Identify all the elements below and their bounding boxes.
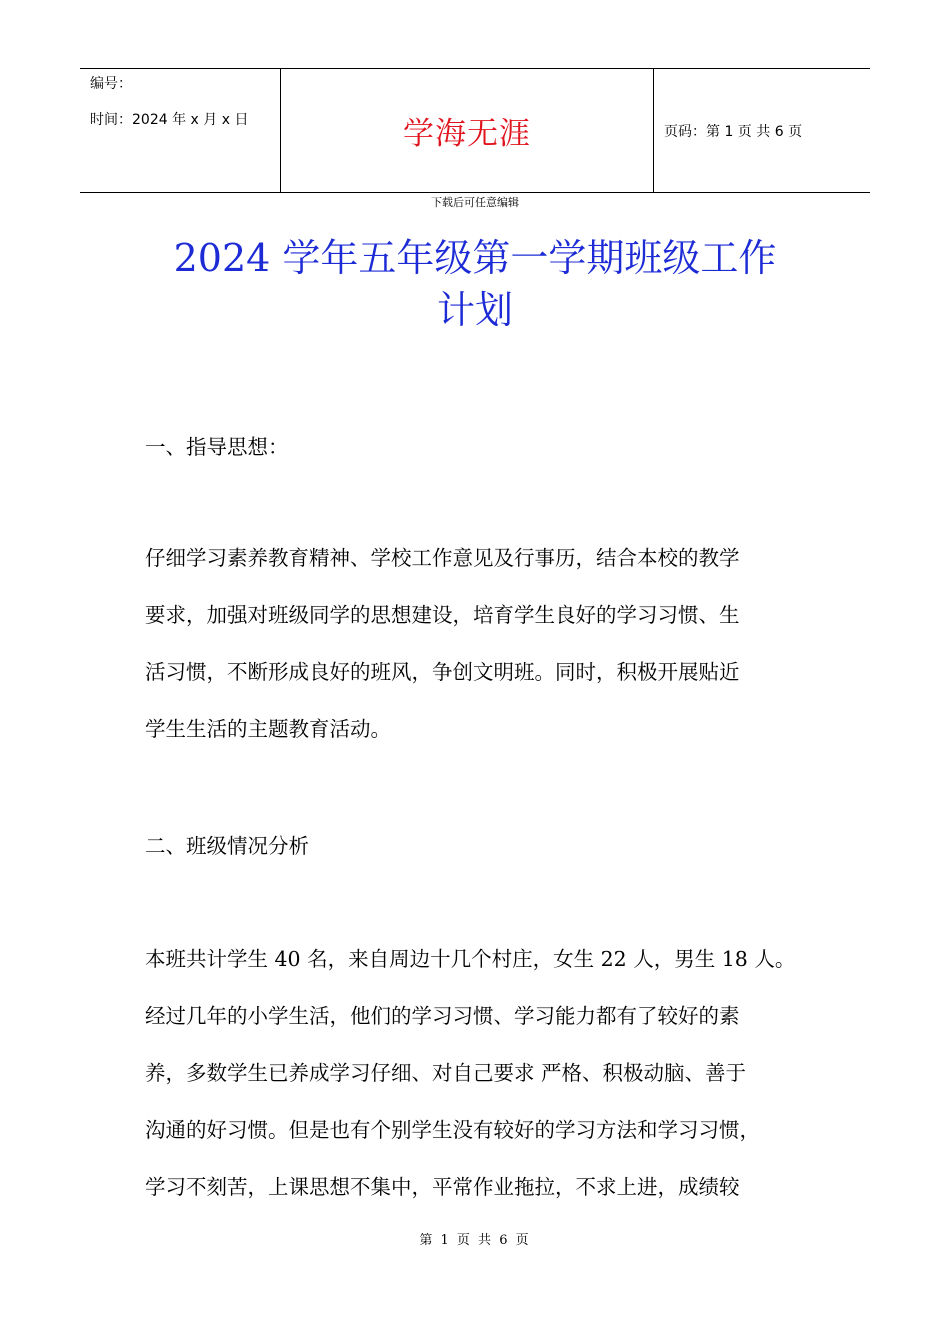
page-footer: 第 1 页 共 6 页 [419,1233,531,1248]
paragraph-line: 学生生活的主题教育活动。 [145,717,391,741]
paragraph-line: 沟通的好习惯。但是也有个别学生没有较好的学习方法和学习习惯， [145,1118,760,1142]
number-label: 编号： [90,76,132,92]
download-note: 下载后可任意编辑 [431,196,519,209]
title-line-2: 计划 [436,288,513,332]
document-header-table [80,68,870,193]
brand-title: 学海无涯 [403,116,531,152]
time-label: 时间：2024 年 x 月 x 日 [90,112,249,128]
paragraph-line: 仔细学习素养教育精神、学校工作意见及行事历，结合本校的教学 [145,546,740,570]
section-heading-guiding: 一、指导思想： [145,435,289,459]
paragraph-analysis [145,944,825,1229]
paragraph-line: 经过几年的小学生活，他们的学习习惯、学习能力都有了较好的素 [145,1004,740,1028]
header-info-cell [80,69,281,192]
paragraph-line: 要求，加强对班级同学的思想建设，培育学生良好的学习习惯、生 [145,603,740,627]
header-page-cell [654,69,870,192]
page-label: 页码：第 1 页 共 6 页 [664,123,803,140]
section-heading-analysis: 二、班级情况分析 [145,834,309,858]
header-brand-cell [281,69,654,192]
paragraph-line: 活习惯，不断形成良好的班风，争创文明班。同时，积极开展贴近 [145,660,740,684]
paragraph-line: 学习不刻苦，上课思想不集中，平常作业拖拉，不求上进，成绩较 [145,1175,740,1199]
document-title [120,232,830,336]
paragraph-line: 养，多数学生已养成学习仔细、对自己要求 严格、积极动脑、善于 [145,1061,747,1085]
title-line-1: 2024 学年五年级第一学期班级工作 [173,236,777,280]
paragraph-line: 本班共计学生 40 名，来自周边十几个村庄，女生 22 人，男生 18 人。 [145,947,796,971]
paragraph-guiding [145,543,825,771]
